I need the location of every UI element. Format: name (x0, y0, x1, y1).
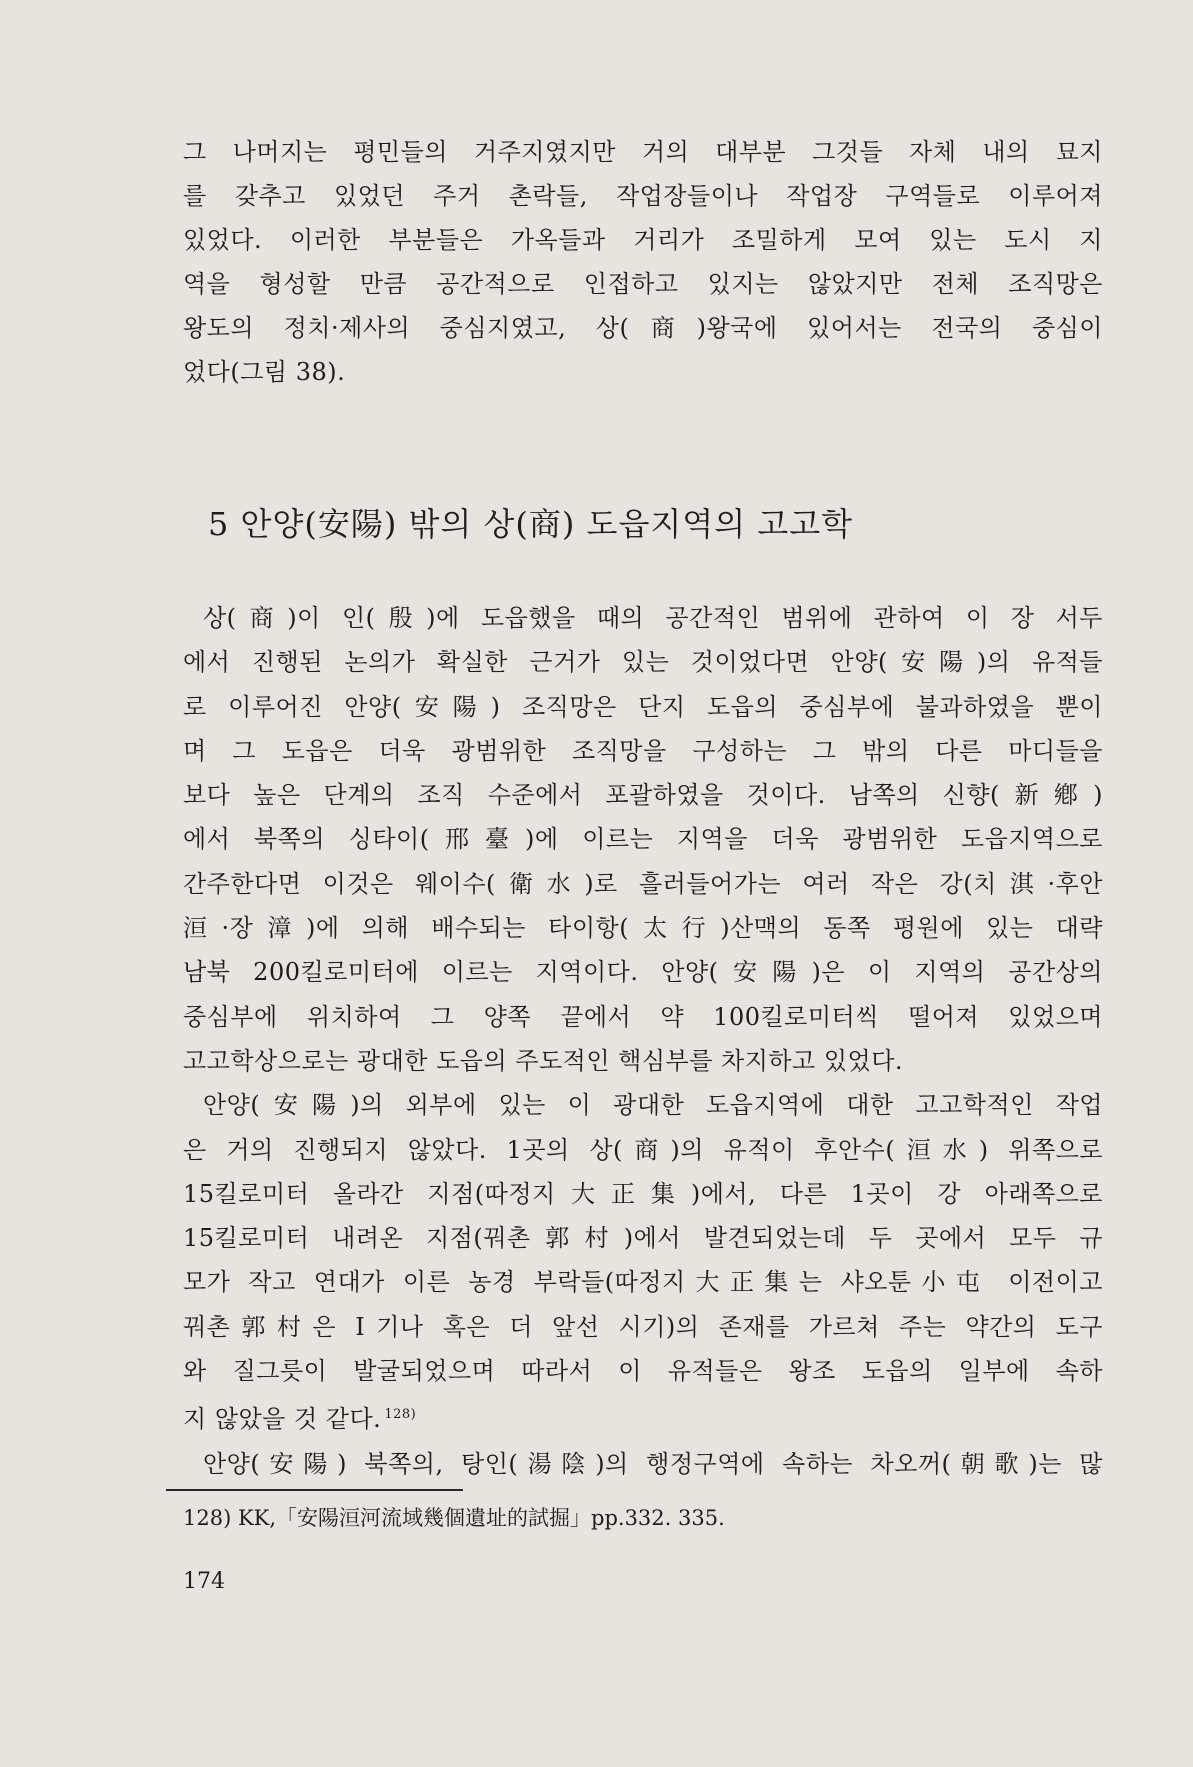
text-line: 그 나머지는 평민들의 거주지였지만 거의 대부분 그것들 자체 내의 묘지 (183, 138, 1103, 166)
text-line: 15킬로미터 올라간 지점(따정지大正集)에서, 다른 1곳이 강 아래쪽으로 (183, 1179, 1103, 1208)
text-line: 를 갖추고 있었던 주거 촌락들, 작업장들이나 작업장 구역들로 이루어져 (183, 182, 1103, 210)
text-line: 간주한다면 이것은 웨이수(衛水)로 흘러들어가는 여러 작은 강(치淇·후안 (183, 869, 1103, 898)
text-line: 에서 진행된 논의가 확실한 근거가 있는 것이었다면 안양(安陽)의 유적들 (183, 648, 1103, 677)
text-line: 로 이루어진 안양(安陽) 조직망은 단지 도읍의 중심부에 불과하였을 뿐이 (183, 692, 1103, 721)
footnote-reference: 128) (384, 1407, 417, 1423)
text-line: 15킬로미터 내려온 지점(꿔촌郭村)에서 발견되었는데 두 곳에서 모두 규 (183, 1224, 1103, 1253)
paragraph-top (183, 130, 1103, 394)
text-line: 왕도의 정치·제사의 중심지였고, 상(商)왕국에 있어서는 전국의 중심이 (183, 314, 1103, 342)
text-line (183, 1393, 1103, 1441)
text-line: 洹·장漳)에 의해 배수되는 타이항(太行)산맥의 동쪽 평원에 있는 대략 (183, 914, 1103, 943)
page-number: 174 (183, 1569, 225, 1594)
text-line: 었다(그림 38). (183, 358, 346, 386)
text-line: 꿔촌郭村은 Ⅰ기나 혹은 더 앞선 시기)의 존재를 가르쳐 주는 약간의 도구 (183, 1312, 1103, 1341)
text-line: 있었다. 이러한 부분들은 가옥들과 거리가 조밀하게 모여 있는 도시 지 (183, 226, 1103, 254)
text-line: 안양(安陽) 북쪽의, 탕인(湯陰)의 행정구역에 속하는 차오꺼(朝歌)는 많 (203, 1449, 1103, 1478)
text-line-content: 지 않았을 것 같다. (183, 1405, 382, 1434)
text-line: 보다 높은 단계의 조직 수준에서 포괄하였을 것이다. 남쪽의 신향(新鄕) (183, 781, 1103, 810)
text-line: 남북 200킬로미터에 이르는 지역이다. 안양(安陽)은 이 지역의 공간상의 (183, 958, 1103, 987)
text-line: 중심부에 위치하여 그 양쪽 끝에서 약 100킬로미터씩 떨어져 있었으며 (183, 1002, 1103, 1031)
section-heading: 5 안양(安陽) 밖의 상(商) 도읍지역의 고고학 (208, 505, 854, 543)
footnote: 128) KK,「安陽洹河流域幾個遺址的試掘」pp.332. 335. (183, 1506, 725, 1530)
text-line: 은 거의 진행되지 않았다. 1곳의 상(商)의 유적이 후안수(洹水) 위쪽으로 (183, 1135, 1103, 1164)
paragraph-main (183, 596, 1103, 1486)
text-line: 상(商)이 인(殷)에 도읍했을 때의 공간적인 범위에 관하여 이 장 서두 (203, 604, 1103, 632)
footnote-divider (166, 1489, 463, 1491)
text-line: 모가 작고 연대가 이른 농경 부락들(따정지大正集는 샤오툰小屯 이전이고 (183, 1268, 1103, 1297)
text-line: 역을 형성할 만큼 공간적으로 인접하고 있지는 않았지만 전체 조직망은 (183, 270, 1103, 298)
text-line: 안양(安陽)의 외부에 있는 이 광대한 도읍지역에 대한 고고학적인 작업 (203, 1091, 1103, 1120)
text-line: 에서 북쪽의 싱타이(邢臺)에 이르는 지역을 더욱 광범위한 도읍지역으로 (183, 825, 1103, 854)
text-line: 고고학상으로는 광대한 도읍의 주도적인 핵심부를 차지하고 있었다. (183, 1046, 904, 1075)
text-line: 와 질그릇이 발굴되었으며 따라서 이 유적들은 왕조 도읍의 일부에 속하 (183, 1357, 1103, 1386)
text-line: 며 그 도읍은 더욱 광범위한 조직망을 구성하는 그 밖의 다른 마디들을 (183, 736, 1103, 765)
